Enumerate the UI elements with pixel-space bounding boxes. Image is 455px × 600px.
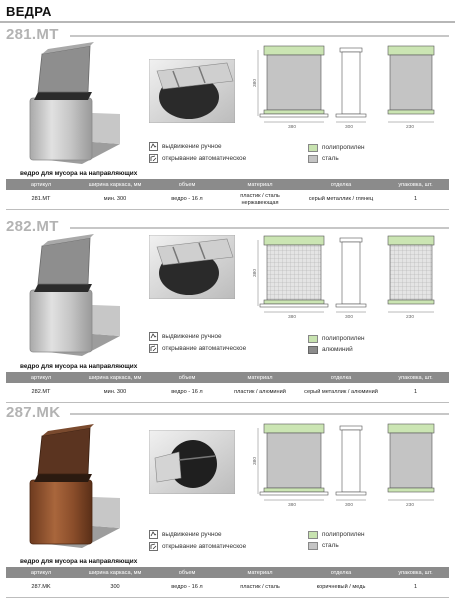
product-code: 287.MK [6, 404, 61, 421]
dim-height: 380 [253, 78, 258, 87]
product-photo-mechanism [149, 59, 235, 123]
dim-top-width: 230 [406, 315, 415, 320]
material-swatch [308, 542, 318, 550]
material-swatch [308, 335, 318, 343]
dim-side-width: 300 [345, 503, 354, 508]
feature-item [149, 342, 246, 354]
column-header: ширина каркаса, мм [76, 567, 154, 578]
table-header-row [6, 567, 449, 578]
feature-item [149, 152, 246, 164]
column-header: артикул [6, 567, 76, 578]
material-item [308, 142, 365, 153]
column-header: материал [220, 179, 300, 190]
table-header-row [6, 372, 449, 383]
material-legend [308, 333, 365, 355]
table-cell: ведро - 16 л [154, 383, 220, 403]
feature-item [149, 528, 246, 540]
material-swatch [308, 155, 318, 163]
material-legend [308, 142, 365, 164]
dim-side-width: 300 [345, 315, 354, 320]
table-row [6, 578, 449, 598]
material-label: полипропилен [322, 144, 365, 151]
material-swatch [308, 346, 318, 354]
column-header: объем [154, 372, 220, 383]
column-header: упаковка, шт. [382, 372, 449, 383]
dim-height: 380 [253, 456, 258, 465]
product-photo-mechanism [149, 235, 235, 299]
hand-pull-icon [149, 530, 158, 539]
feature-list [149, 330, 246, 354]
product-subtitle: ведро для мусора на направляющих [20, 363, 138, 370]
dim-front-width: 380 [288, 125, 297, 130]
table-cell: 1 [382, 190, 449, 210]
dimension-drawings [250, 230, 445, 325]
product-code: 281.MT [6, 26, 59, 43]
feature-label: открывание автоматическое [162, 154, 247, 162]
table-cell: пластик / алюминий [220, 383, 300, 403]
column-header: артикул [6, 179, 76, 190]
material-item [308, 333, 365, 344]
table-cell: 282.MT [6, 383, 76, 403]
material-item [308, 153, 365, 164]
hand-pull-icon [149, 332, 158, 341]
material-label: сталь [322, 542, 339, 549]
feature-item [149, 330, 246, 342]
dimension-drawings [250, 418, 445, 513]
hand-pull-icon [149, 142, 158, 151]
table-cell: серый металлик / глянец [300, 190, 382, 210]
product-code: 282.MT [6, 218, 59, 235]
material-label: полипропилен [322, 531, 365, 538]
column-header: артикул [6, 372, 76, 383]
product-image-bin-steel [22, 40, 122, 165]
column-header: объем [154, 179, 220, 190]
table-cell: коричневый / медь [300, 578, 382, 598]
dim-front-width: 380 [288, 503, 297, 508]
material-item [308, 529, 365, 540]
spec-table [6, 372, 449, 403]
column-header: ширина каркаса, мм [76, 179, 154, 190]
dim-front-width: 380 [288, 315, 297, 320]
feature-label: открывание автоматическое [162, 344, 247, 352]
column-header: упаковка, шт. [382, 179, 449, 190]
material-swatch [308, 531, 318, 539]
column-header: материал [220, 567, 300, 578]
feature-label: выдвижение ручное [162, 332, 222, 340]
column-header: материал [220, 372, 300, 383]
dim-top-width: 230 [406, 503, 415, 508]
table-cell: 1 [382, 383, 449, 403]
material-label: сталь [322, 155, 339, 162]
spec-table [6, 567, 449, 598]
table-header-row [6, 179, 449, 190]
dim-top-width: 230 [406, 125, 415, 130]
table-cell: ведро - 16 л [154, 578, 220, 598]
column-header: отделка [300, 179, 382, 190]
feature-label: выдвижение ручное [162, 142, 222, 150]
table-cell: 281.MT [6, 190, 76, 210]
table-cell: мин. 300 [76, 383, 154, 403]
product-subtitle: ведро для мусора на направляющих [20, 558, 138, 565]
feature-label: выдвижение ручное [162, 530, 222, 538]
product-image-bin-aluminium [22, 232, 122, 357]
section-divider [70, 413, 449, 415]
material-label: алюминий [322, 346, 353, 353]
table-row [6, 190, 449, 210]
product-image-bin-copper [22, 420, 122, 550]
column-header: объем [154, 567, 220, 578]
column-header: отделка [300, 372, 382, 383]
product-photo-mechanism [149, 430, 235, 494]
feature-item [149, 140, 246, 152]
dim-side-width: 300 [345, 125, 354, 130]
product-subtitle: ведро для мусора на направляющих [20, 170, 138, 177]
section-divider [70, 35, 449, 37]
material-item [308, 540, 365, 551]
table-cell: 287.MK [6, 578, 76, 598]
material-swatch [308, 144, 318, 152]
material-label: полипропилен [322, 335, 365, 342]
spec-table [6, 179, 449, 210]
dim-height: 380 [253, 268, 258, 277]
auto-open-icon [149, 154, 158, 163]
page-title: ВЕДРА [6, 4, 52, 19]
section-divider [70, 227, 449, 229]
auto-open-icon [149, 542, 158, 551]
dimension-drawings [250, 40, 445, 135]
title-divider [0, 21, 455, 23]
material-legend [308, 529, 365, 551]
feature-list [149, 140, 246, 164]
feature-item [149, 540, 246, 552]
table-row [6, 383, 449, 403]
auto-open-icon [149, 344, 158, 353]
table-cell: 300 [76, 578, 154, 598]
column-header: упаковка, шт. [382, 567, 449, 578]
material-item [308, 344, 365, 355]
table-cell: ведро - 16 л [154, 190, 220, 210]
table-cell: серый металлик / алюминий [300, 383, 382, 403]
table-cell: пластик / сталь [220, 578, 300, 598]
feature-label: открывание автоматическое [162, 542, 247, 550]
table-cell: мин. 300 [76, 190, 154, 210]
table-cell: пластик / сталь нержавеющая [220, 190, 300, 210]
feature-list [149, 528, 246, 552]
column-header: отделка [300, 567, 382, 578]
column-header: ширина каркаса, мм [76, 372, 154, 383]
table-cell: 1 [382, 578, 449, 598]
